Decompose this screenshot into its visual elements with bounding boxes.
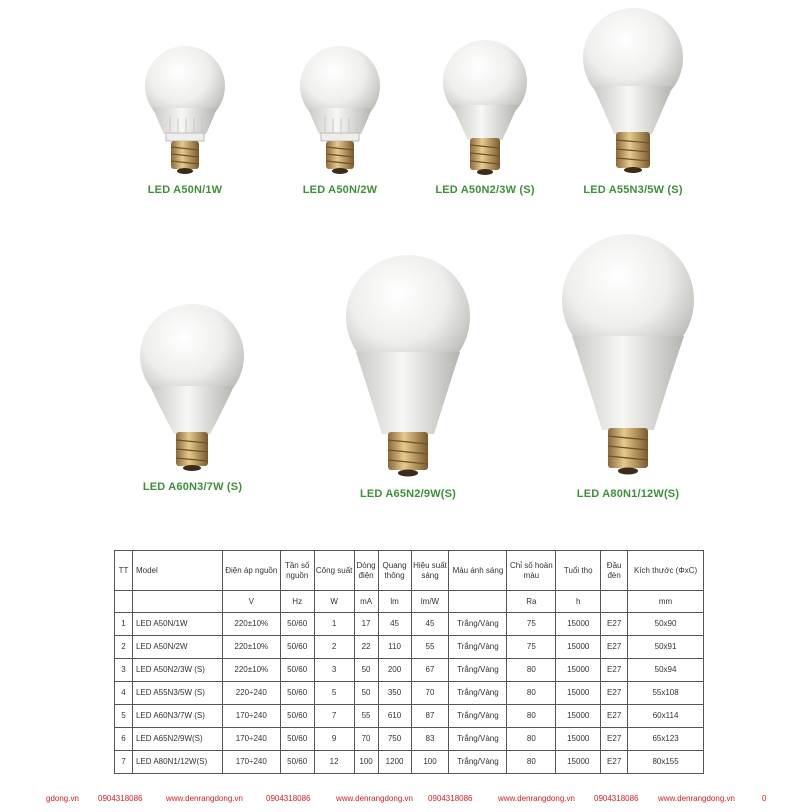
table-cell: 50x90 [628, 613, 704, 636]
column-header: Tần số nguồn [280, 551, 314, 591]
table-cell: LED A55N3/5W (S) [132, 682, 222, 705]
table-cell: 7 [314, 705, 354, 728]
table-cell: 100 [354, 751, 378, 774]
unit-cell: mA [354, 591, 378, 613]
table-cell: 2 [115, 636, 133, 659]
table-cell: 70 [411, 682, 449, 705]
product-label: LED A80N1/12W(S) [576, 488, 680, 500]
table-cell: 170÷240 [222, 728, 280, 751]
product-label: LED A50N2/3W (S) [435, 184, 535, 196]
column-header: Công suất [314, 551, 354, 591]
table-cell: Trắng/Vàng [449, 682, 507, 705]
column-header: Dòng điện [354, 551, 378, 591]
product-led-a50n2-3w [430, 30, 540, 196]
table-cell: 55 [354, 705, 378, 728]
table-cell: E27 [601, 636, 628, 659]
footer-text: www.denrangdong.vn [498, 794, 575, 803]
table-cell: 55 [411, 636, 449, 659]
column-header: Model [132, 551, 222, 591]
table-cell: E27 [601, 659, 628, 682]
column-header: Điện áp nguồn [222, 551, 280, 591]
table-cell: 7 [115, 751, 133, 774]
table-cell: 15000 [556, 613, 601, 636]
unit-cell [449, 591, 507, 613]
led-bulb-image [572, 2, 694, 178]
table-cell: LED A50N/2W [132, 636, 222, 659]
table-cell: 2 [314, 636, 354, 659]
table-units-row [115, 591, 704, 613]
product-label: LED A60N3/7W (S) [142, 481, 243, 493]
table-cell: 1 [115, 613, 133, 636]
table-cell: 6 [115, 728, 133, 751]
footer-text: 0 [762, 794, 767, 803]
table-cell: 5 [115, 705, 133, 728]
product-label: LED A50N/1W [147, 184, 223, 196]
table-cell: 1 [314, 613, 354, 636]
unit-cell: mm [628, 591, 704, 613]
product-label: LED A50N/2W [302, 184, 378, 196]
table-header-row [115, 551, 704, 591]
table-cell: 610 [378, 705, 411, 728]
footer-text: www.denrangdong.vn [166, 794, 243, 803]
column-header: Đầu đèn [601, 551, 628, 591]
table-cell: 750 [378, 728, 411, 751]
table-cell: 15000 [556, 751, 601, 774]
table-cell: 70 [354, 728, 378, 751]
led-bulb-image [285, 38, 395, 178]
led-bulb-image [558, 230, 698, 482]
table-cell: 12 [314, 751, 354, 774]
table-cell: 50/60 [280, 728, 314, 751]
table-cell: 350 [378, 682, 411, 705]
table-cell: 5 [314, 682, 354, 705]
column-header: Tuổi thọ [556, 551, 601, 591]
table-cell: E27 [601, 682, 628, 705]
led-bulb-image [130, 300, 255, 475]
table-cell: 15000 [556, 636, 601, 659]
table-cell: 3 [314, 659, 354, 682]
table-cell: 80 [507, 728, 556, 751]
column-header: Màu ánh sáng [449, 551, 507, 591]
product-led-a50n-2w [285, 38, 395, 196]
table-cell: 50 [354, 659, 378, 682]
table-cell: Trắng/Vàng [449, 613, 507, 636]
table-cell: 15000 [556, 728, 601, 751]
footer-text: 0904318086 [98, 794, 143, 803]
table-cell: 80 [507, 682, 556, 705]
table-cell: 220±10% [222, 636, 280, 659]
table-cell: 50 [354, 682, 378, 705]
table-cell: 220÷240 [222, 682, 280, 705]
table-cell: 65x123 [628, 728, 704, 751]
table-cell: 80x155 [628, 751, 704, 774]
table-row [115, 751, 704, 774]
table-cell: LED A60N3/7W (S) [132, 705, 222, 728]
table-row [115, 705, 704, 728]
table-cell: LED A80N1/12W(S) [132, 751, 222, 774]
table-cell: 45 [411, 613, 449, 636]
table-cell: 17 [354, 613, 378, 636]
table-cell: 170÷240 [222, 705, 280, 728]
product-label: LED A55N3/5W (S) [583, 184, 683, 196]
footer-text: 0904318086 [428, 794, 473, 803]
spec-table [114, 550, 704, 774]
product-led-a50n-1w [130, 38, 240, 196]
table-cell: 60x114 [628, 705, 704, 728]
table-cell: LED A50N/1W [132, 613, 222, 636]
table-cell: Trắng/Vàng [449, 659, 507, 682]
table-cell: 75 [507, 613, 556, 636]
table-cell: LED A65N2/9W(S) [132, 728, 222, 751]
unit-cell: W [314, 591, 354, 613]
table-cell: 15000 [556, 705, 601, 728]
table-cell: 220±10% [222, 613, 280, 636]
table-row [115, 682, 704, 705]
table-cell: E27 [601, 728, 628, 751]
footer-text: www.denrangdong.vn [658, 794, 735, 803]
table-cell: 80 [507, 705, 556, 728]
column-header: Hiệu suất sáng [411, 551, 449, 591]
table-cell: 50/60 [280, 682, 314, 705]
table-cell: E27 [601, 613, 628, 636]
footer-text: gdong.vn [46, 794, 79, 803]
product-led-a80n1-12w [558, 230, 698, 500]
footer-text: 0904318086 [594, 794, 639, 803]
table-cell: 83 [411, 728, 449, 751]
product-label: LED A65N2/9W(S) [359, 488, 457, 500]
led-bulb-image [130, 38, 240, 178]
column-header: Quang thông [378, 551, 411, 591]
footer-contact-bar [0, 794, 812, 808]
unit-cell: lm [378, 591, 411, 613]
led-bulb-image [430, 30, 540, 178]
table-cell: 50/60 [280, 613, 314, 636]
unit-cell: lm/W [411, 591, 449, 613]
table-cell: 100 [411, 751, 449, 774]
table-cell: 3 [115, 659, 133, 682]
table-cell: 45 [378, 613, 411, 636]
table-cell: E27 [601, 705, 628, 728]
table-cell: 22 [354, 636, 378, 659]
table-cell: 50x94 [628, 659, 704, 682]
table-cell: 1200 [378, 751, 411, 774]
table-cell: 200 [378, 659, 411, 682]
table-cell: 87 [411, 705, 449, 728]
product-led-a60n3-7w [130, 300, 255, 493]
table-cell: 220±10% [222, 659, 280, 682]
table-cell: 15000 [556, 659, 601, 682]
table-cell: 50/60 [280, 705, 314, 728]
column-header: Chỉ số hoàn màu [507, 551, 556, 591]
unit-cell: Ra [507, 591, 556, 613]
table-cell: 50/60 [280, 659, 314, 682]
table-cell: 80 [507, 659, 556, 682]
table-cell: 55x108 [628, 682, 704, 705]
table-cell: E27 [601, 751, 628, 774]
led-bulb-image [338, 252, 478, 482]
table-row [115, 728, 704, 751]
table-cell: Trắng/Vàng [449, 705, 507, 728]
table-cell: 50/60 [280, 636, 314, 659]
unit-cell: Hz [280, 591, 314, 613]
footer-text: 0904318086 [266, 794, 311, 803]
product-led-a55n3-5w [572, 2, 694, 196]
table-cell: Trắng/Vàng [449, 636, 507, 659]
table-row [115, 613, 704, 636]
unit-cell [132, 591, 222, 613]
table-cell: Trắng/Vàng [449, 751, 507, 774]
table-cell: 50x91 [628, 636, 704, 659]
table-cell: 15000 [556, 682, 601, 705]
column-header: Kích thước (ΦxC) [628, 551, 704, 591]
table-cell: 50/60 [280, 751, 314, 774]
table-cell: 67 [411, 659, 449, 682]
table-cell: LED A50N2/3W (S) [132, 659, 222, 682]
table-cell: 9 [314, 728, 354, 751]
table-row [115, 659, 704, 682]
table-cell: Trắng/Vàng [449, 728, 507, 751]
unit-cell: V [222, 591, 280, 613]
table-cell: 80 [507, 751, 556, 774]
unit-cell [601, 591, 628, 613]
footer-text: www.denrangdong.vn [336, 794, 413, 803]
product-led-a65n2-9w [338, 252, 478, 500]
unit-cell [115, 591, 133, 613]
table-cell: 170÷240 [222, 751, 280, 774]
column-header: TT [115, 551, 133, 591]
table-cell: 110 [378, 636, 411, 659]
table-cell: 4 [115, 682, 133, 705]
table-cell: 75 [507, 636, 556, 659]
unit-cell: h [556, 591, 601, 613]
table-row [115, 636, 704, 659]
